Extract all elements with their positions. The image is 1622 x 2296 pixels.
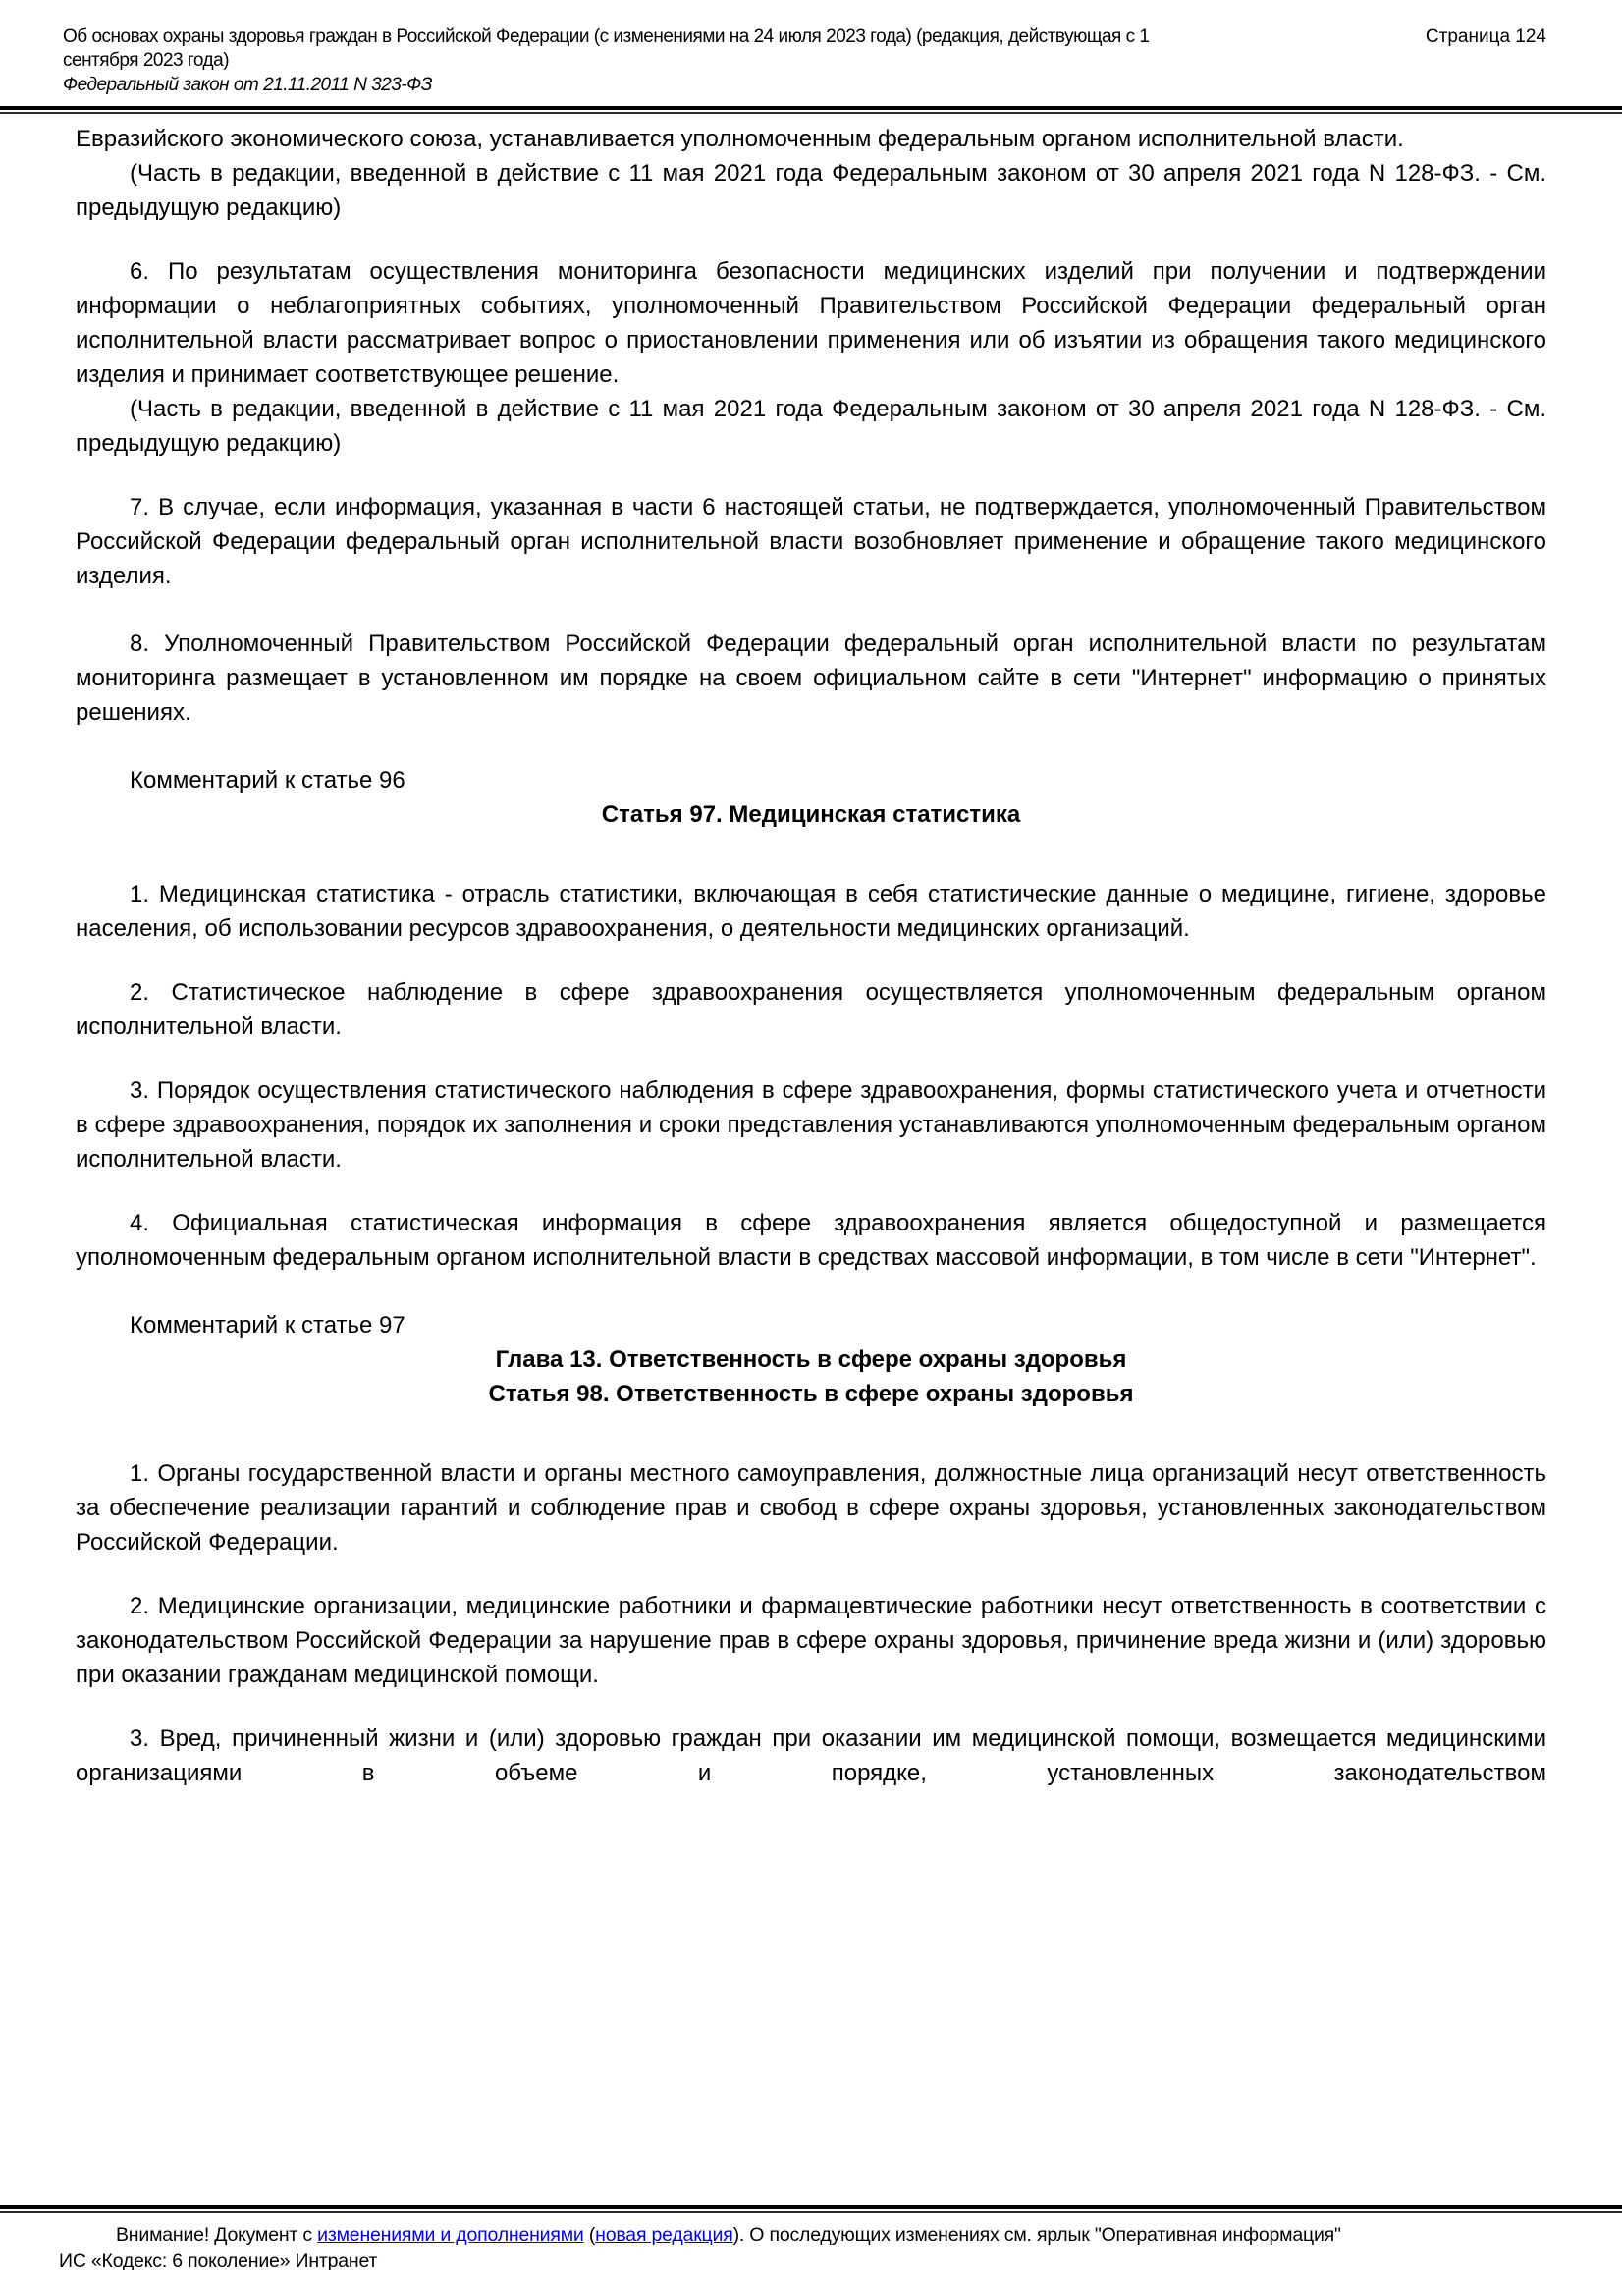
paragraph-97-part-1: 1. Медицинская статистика - отрасль статистики, включающая в себя статистические данные о медицине, гигиене, здоровье населения, об использовании ресурсов здравоохранения, о деятельности медицинских организаций.	[76, 881, 1546, 942]
paragraph-97-part-4: 4. Официальная статистическая информация в сфере здравоохранения является общедоступной и размещается уполномоченным федеральным органом исполнительной власти в средствах массовой информации, в том числе в сети "Интернет".	[76, 1210, 1546, 1271]
footer-notice	[59, 2222, 1561, 2248]
system-label: ИС «Кодекс: 6 поколение» Интранет	[59, 2250, 378, 2271]
comment-article-97: Комментарий к статье 97	[130, 1312, 406, 1339]
header-divider	[0, 106, 1622, 114]
document-body	[76, 114, 1546, 1790]
comment-article-96: Комментарий к статье 96	[130, 767, 406, 793]
new-edition-link[interactable]: новая редакция	[595, 2224, 733, 2246]
paragraph-part-6: 6. По результатам осуществления мониторинга безопасности медицинских изделий при получении и подтверждении информации о неблагоприятных событиях, уполномоченный Правительством Российской Федерации федеральный орган исполнительной власти рассматривает вопрос о приостановлении применения или об изъятии из обращения такого медицинского изделия и принимает соответствующее решение.	[76, 258, 1546, 388]
paragraph-98-part-3: 3. Вред, причиненный жизни и (или) здоровью граждан при оказании им медицинской помощи, возмещается медицинскими организациями в объеме и порядке, установленных законодательством	[76, 1725, 1546, 1786]
amendments-link[interactable]: изменениями и дополнениями	[317, 2224, 584, 2246]
paragraph-revision-note: (Часть в редакции, введенной в действие с 11 мая 2021 года Федеральным законом от 30 апреля 2021 года N 128-ФЗ. - См. предыдущую редакцию)	[76, 160, 1546, 221]
paragraph-97-part-3: 3. Порядок осуществления статистического наблюдения в сфере здравоохранения, формы статистического учета и отчетности в сфере здравоохранения, порядок их заполнения и сроки представления устанавливаются уполномоченным федеральным органом исполнительной власти.	[76, 1077, 1546, 1173]
footer-notice-middle: (	[583, 2224, 596, 2246]
document-title: Об основах охраны здоровья граждан в Российской Федерации (с изменениями на 24 июля 2023 года) (редакция, действующая с 1 сентября 2023 года)	[63, 27, 1150, 71]
paragraph-98-part-2: 2. Медицинские организации, медицинские работники и фармацевтические работники несут ответственность в соответствии с законодательством Российской Федерации за нарушение прав в сфере охраны здоровья, причинение вреда жизни и (или) здоровью при оказании гражданам медицинской помощи.	[76, 1593, 1546, 1688]
paragraph-continuation: Евразийского экономического союза, устанавливается уполномоченным федеральным органом исполнительной власти.	[76, 126, 1404, 152]
paragraph-revision-note: (Часть в редакции, введенной в действие с 11 мая 2021 года Федеральным законом от 30 апреля 2021 года N 128-ФЗ. - См. предыдущую редакцию)	[76, 396, 1546, 457]
document-subtitle: Федеральный закон от 21.11.2011 N 323-ФЗ	[63, 75, 432, 95]
paragraph-97-part-2: 2. Статистическое наблюдение в сфере здравоохранения осуществляется уполномоченным федеральным органом исполнительной власти.	[76, 979, 1546, 1040]
footer-divider	[0, 2205, 1622, 2213]
header-row	[63, 26, 1559, 73]
paragraph-part-7: 7. В случае, если информация, указанная в части 6 настоящей статьи, не подтверждается, уполномоченный Правительством Российской Федерации федеральный орган исполнительной власти возобновляет применение и обращение такого медицинского изделия.	[76, 494, 1546, 589]
paragraph-98-part-1: 1. Органы государственной власти и органы местного самоуправления, должностные лица организаций несут ответственность за обеспечение реализации гарантий и соблюдение прав и свобод в сфере охраны здоровья, установленных законодательством Российской Федерации.	[76, 1460, 1546, 1556]
page-footer	[0, 2205, 1622, 2273]
page-number: Страница 124	[1425, 27, 1546, 47]
paragraph-part-8: 8. Уполномоченный Правительством Российской Федерации федеральный орган исполнительной власти по результатам мониторинга размещает в установленном им порядке на своем официальном сайте в сети "Интернет" информацию о принятых решениях.	[76, 630, 1546, 726]
article-97-heading: Статья 97. Медицинская статистика	[601, 801, 1021, 828]
footer-notice-prefix: Внимание! Документ с	[116, 2224, 318, 2246]
page-header	[0, 0, 1622, 97]
footer-notice-suffix: ). О последующих изменениях см. ярлык "Оперативная информация"	[732, 2224, 1341, 2246]
chapter-13-heading: Глава 13. Ответственность в сфере охраны здоровья	[495, 1346, 1127, 1373]
article-98-heading: Статья 98. Ответственность в сфере охраны здоровья	[488, 1381, 1134, 1407]
